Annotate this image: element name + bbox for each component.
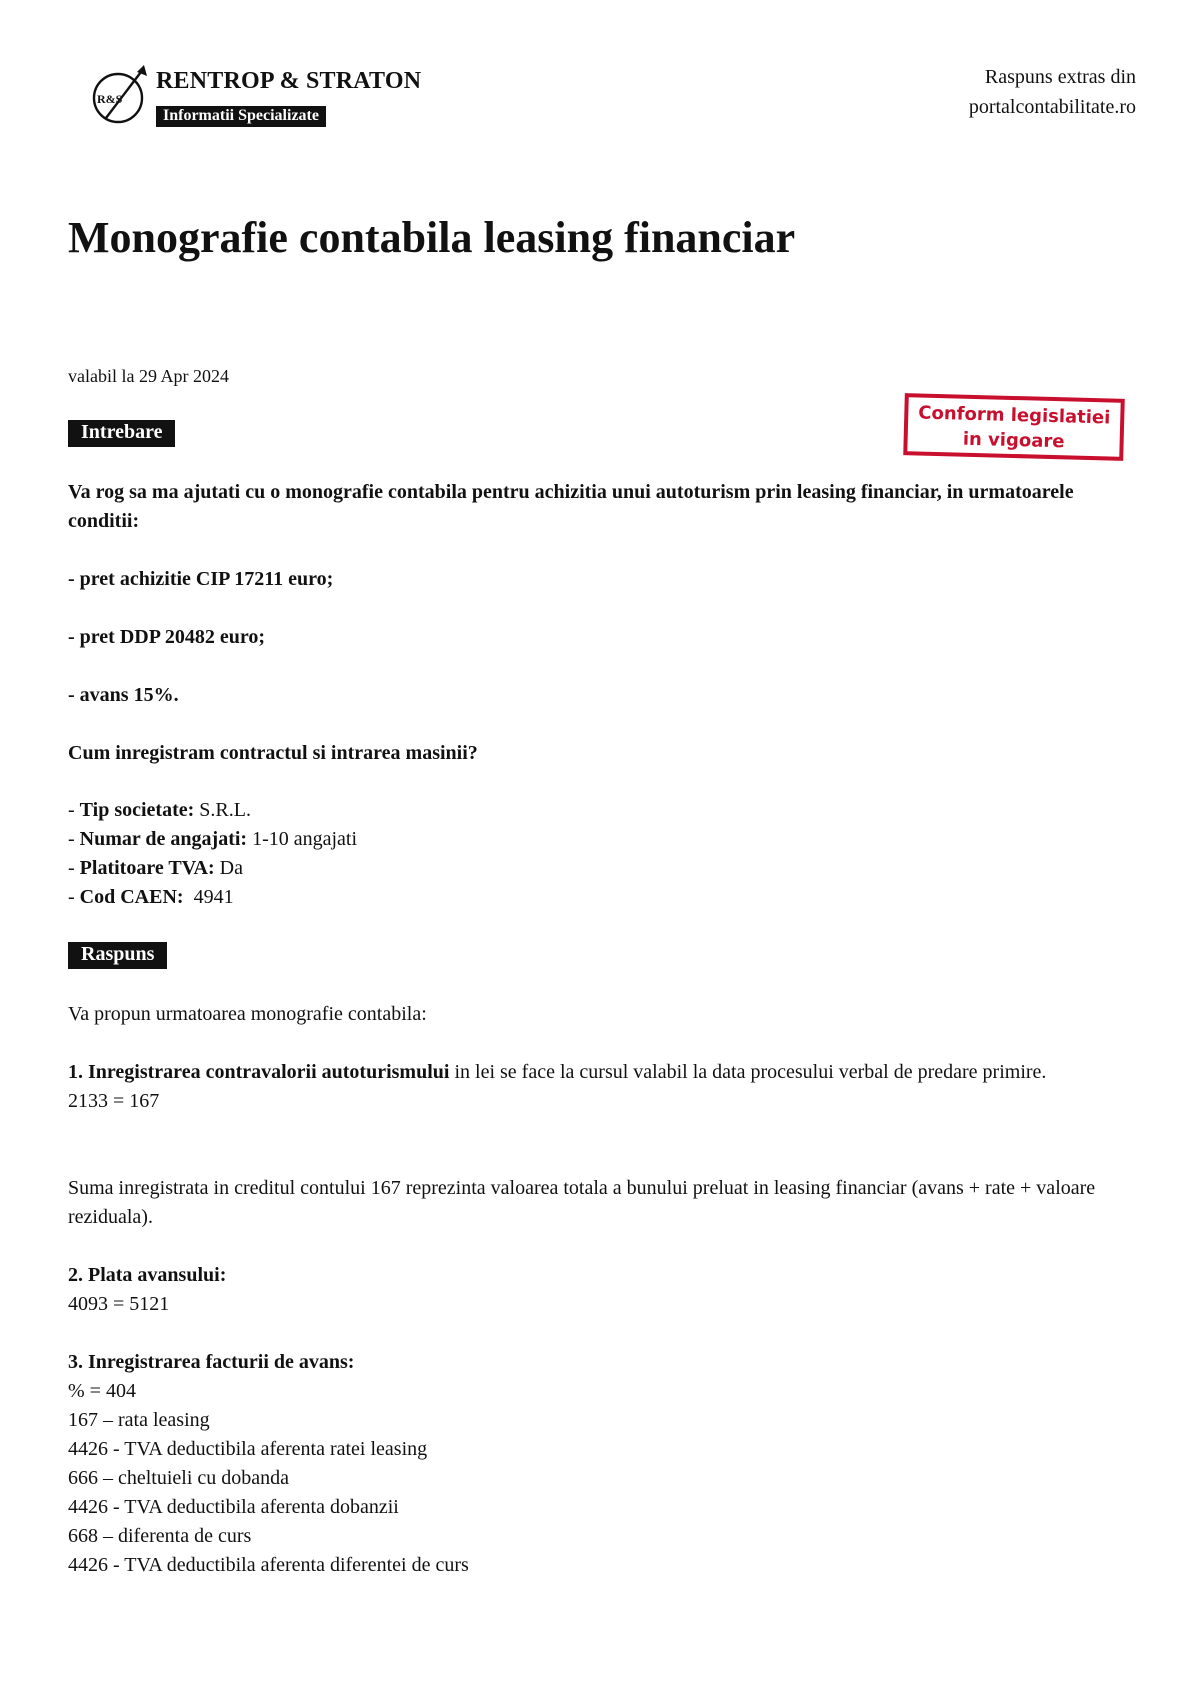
- meta-caen-code: - Cod CAEN: 4941: [68, 886, 234, 908]
- condition-advance: - avans 15%.: [68, 684, 179, 706]
- question-label: Intrebare: [68, 420, 175, 447]
- step-3-line: 4426 - TVA deductibila aferenta ratei leasing: [68, 1438, 428, 1460]
- condition-ddp: - pret DDP 20482 euro;: [68, 626, 266, 648]
- company-meta: [68, 796, 357, 912]
- step-1-text: 1. Inregistrarea contravalorii autoturismului in lei se face la cursul valabil la data procesului verbal de predare primire.: [68, 1061, 1047, 1083]
- meta-company-type: - Tip societate: S.R.L.: [68, 799, 251, 821]
- logo-monogram: R&S: [97, 92, 123, 106]
- meta-employees: - Numar de angajati: 1-10 angajati: [68, 828, 358, 850]
- step-2: [68, 1261, 1136, 1319]
- brand-emblem-icon: [92, 62, 150, 128]
- source-note: [969, 62, 1136, 122]
- answer-intro: Va propun urmatoarea monografie contabila:: [68, 1003, 427, 1025]
- answer-label: Raspuns: [68, 942, 167, 969]
- brand-tagline: Informatii Specializate: [156, 106, 326, 127]
- step-1-entry: 2133 = 167: [68, 1090, 160, 1112]
- step-3-line: 668 – diferenta de curs: [68, 1525, 252, 1547]
- step-3-line: 4426 - TVA deductibila aferenta dobanzii: [68, 1496, 399, 1518]
- step-3: [68, 1348, 1136, 1580]
- question-text: Va rog sa ma ajutati cu o monografie contabila pentru achizitia unui autoturism prin leasing financiar, in urmatoarele conditii:: [68, 481, 1074, 532]
- source-link[interactable]: portalcontabilitate.ro: [968, 96, 1136, 118]
- step-1: [68, 1058, 1136, 1116]
- step-2-entry: 4093 = 5121: [68, 1293, 170, 1315]
- question-ask: Cum inregistram contractul si intrarea masinii?: [68, 742, 478, 764]
- compliance-stamp: [903, 393, 1125, 461]
- step-3-line: % = 404: [68, 1380, 136, 1402]
- step-3-line: 4426 - TVA deductibila aferenta diferentei de curs: [68, 1554, 469, 1576]
- validity-date: valabil la 29 Apr 2024: [68, 366, 229, 386]
- meta-vat-payer: - Platitoare TVA: Da: [68, 857, 243, 879]
- brand-name: RENTROP & STRATON: [156, 68, 422, 94]
- brand-logo: [92, 62, 452, 132]
- source-line-1: Raspuns extras din: [984, 66, 1136, 88]
- step-1-heading: Inregistrarea contravalorii autoturismului: [88, 1061, 450, 1083]
- step-1-note: Suma inregistrata in creditul contului 167 reprezinta valoarea totala a bunului preluat in leasing financiar (avans + rate + valoare reziduala).: [68, 1177, 1096, 1228]
- step-3-heading: 3. Inregistrarea facturii de avans:: [68, 1351, 355, 1373]
- step-3-line: 167 – rata leasing: [68, 1409, 210, 1431]
- condition-cip: - pret achizitie CIP 17211 euro;: [68, 568, 334, 590]
- stamp-line-1: Conform legislatiei: [917, 402, 1111, 429]
- step-3-line: 666 – cheltuieli cu dobanda: [68, 1467, 290, 1489]
- step-2-heading: 2. Plata avansului:: [68, 1264, 227, 1286]
- page-title: Monografie contabila leasing financiar: [68, 213, 796, 262]
- stamp-line-2: in vigoare: [962, 428, 1065, 453]
